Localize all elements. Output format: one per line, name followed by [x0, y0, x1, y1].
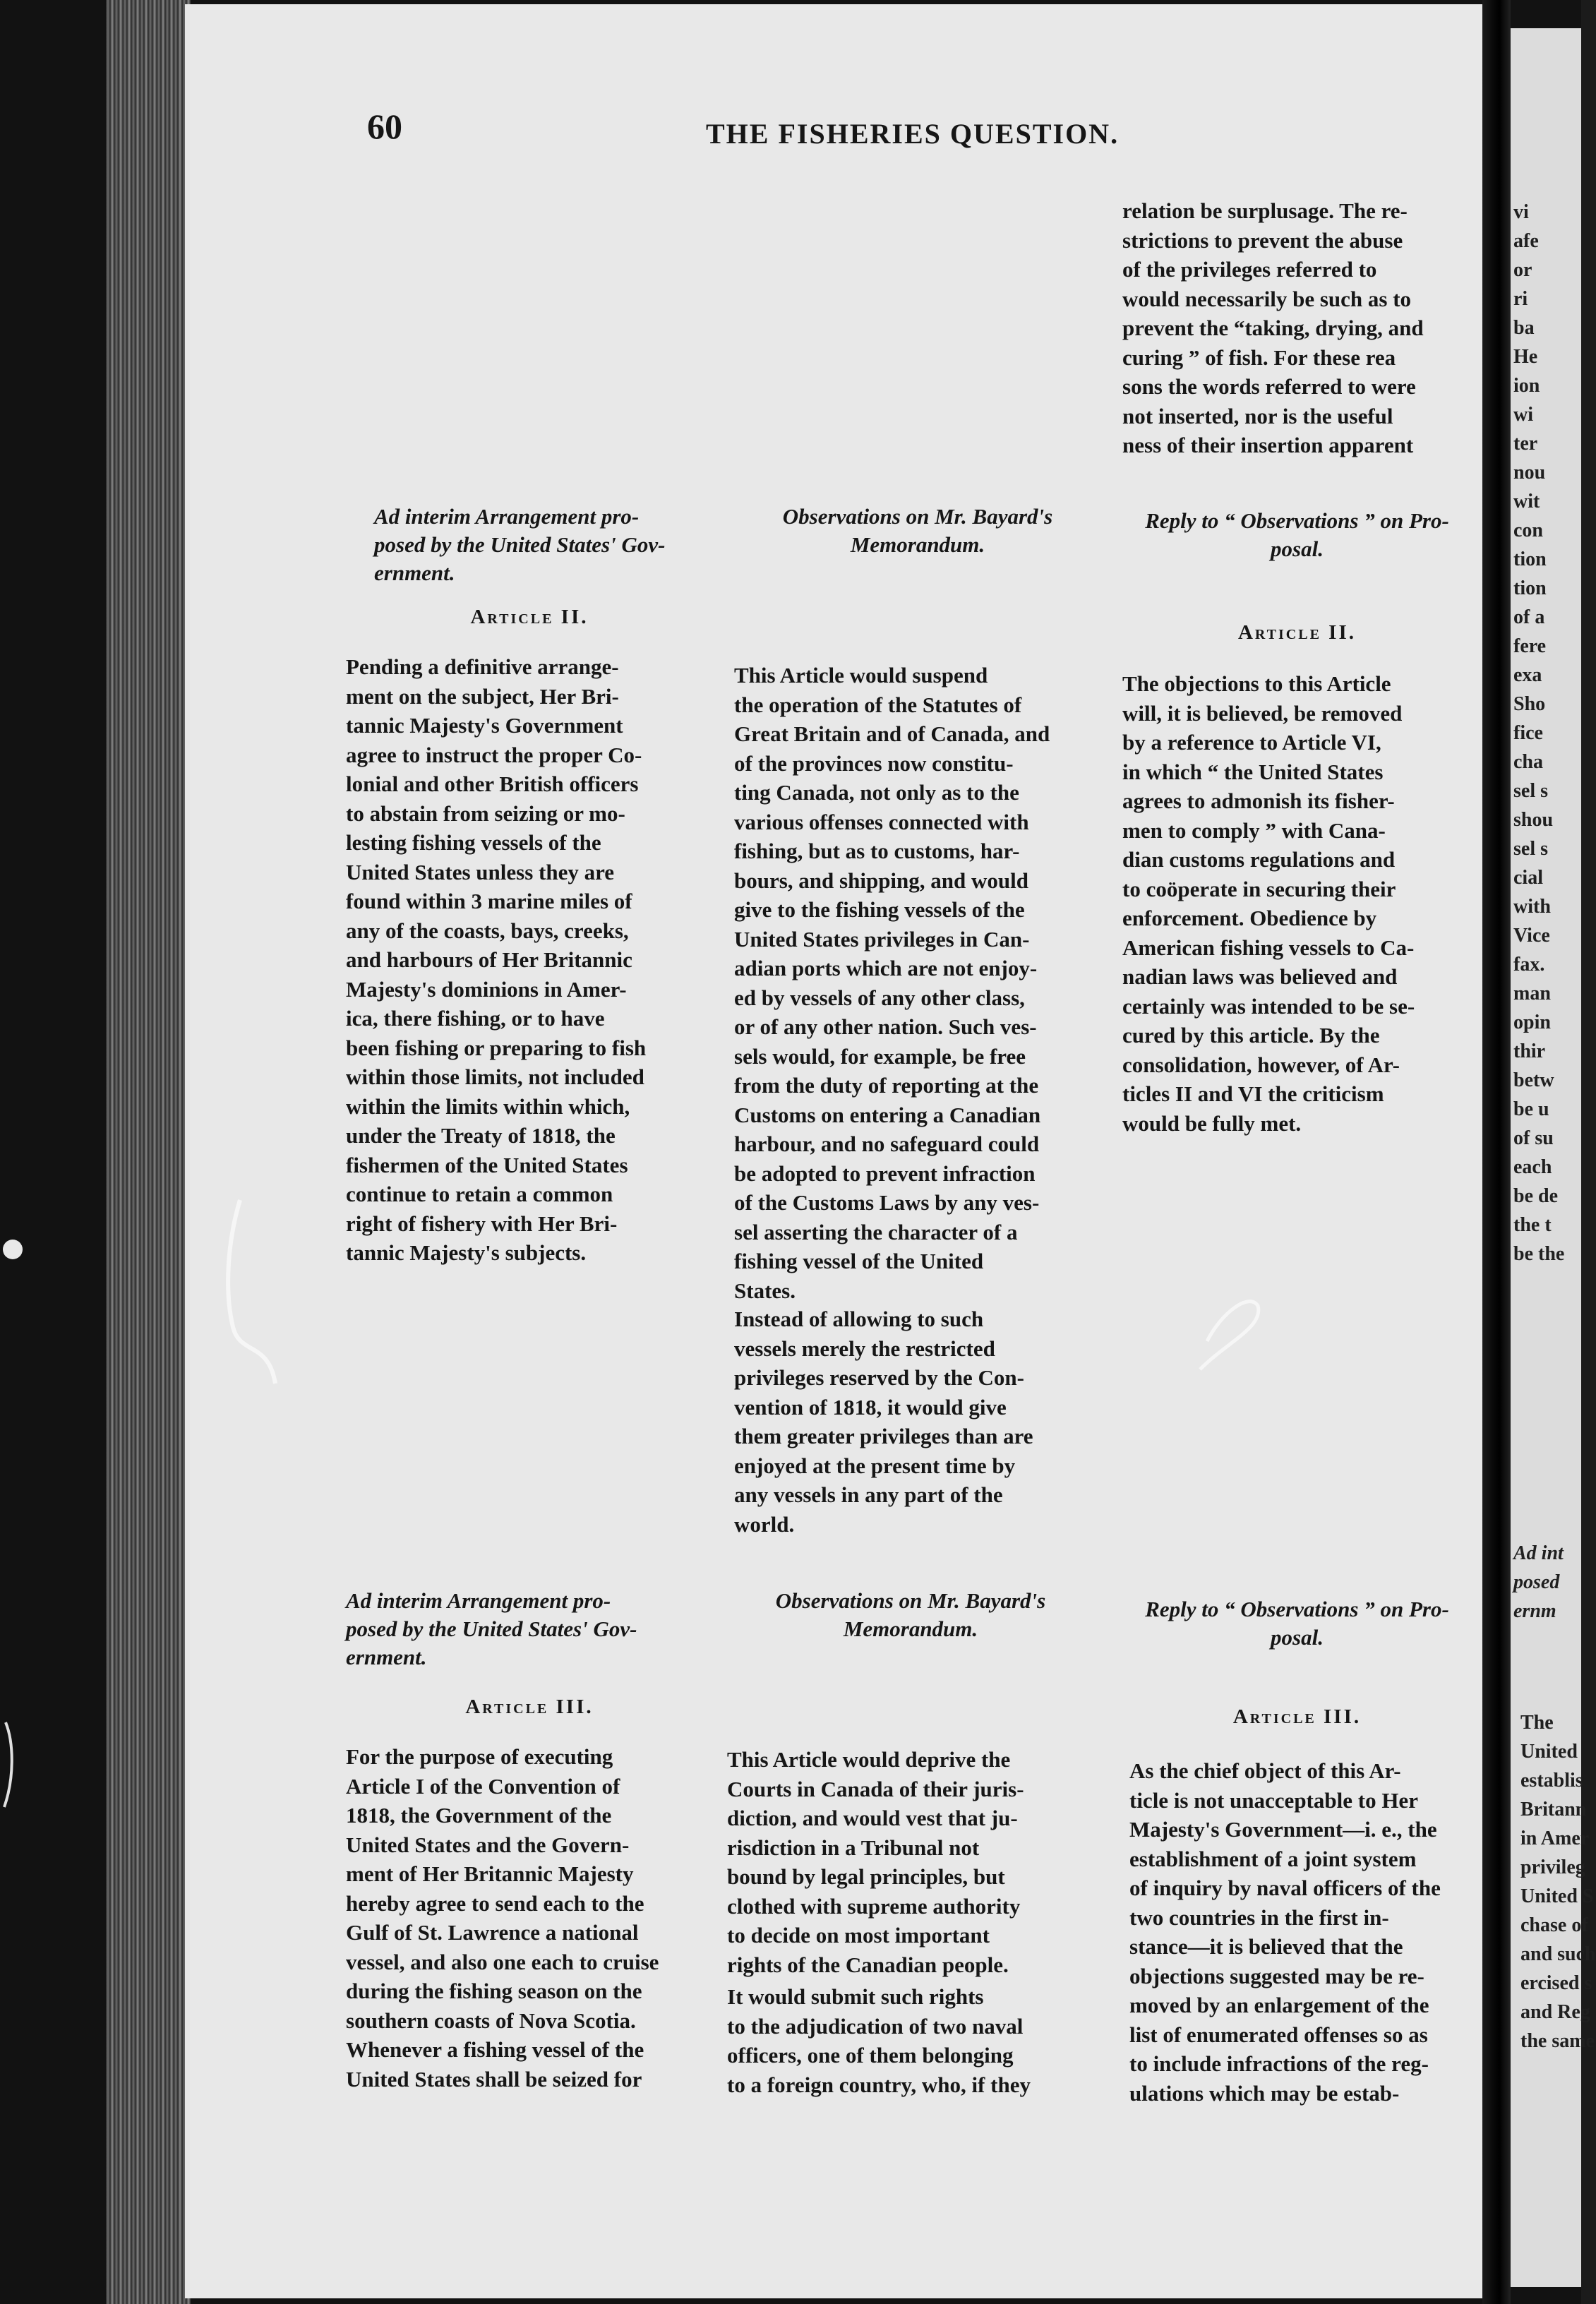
continued-reply-text: relation be surplusage. The re- strictions to prevent the abuse of the privileges referred to would necessarily be such as to prevent the “taking, drying, and curing ” of fish. For these rea sons the words referred to were not inserted, nor is the useful ness of their insertion apparent: [1122, 198, 1424, 457]
article-iii-observations-text: This Article would deprive the Courts in Canada of their juris- diction, and would vest that ju- risdiction in a Tribunal not bound by legal principles, but clothed with supreme authority to decide on most important rights of the Canadian people.: [727, 1747, 1024, 1977]
running-head: THE FISHERIES QUESTION.: [706, 118, 1120, 150]
article-iii-label-arrangement: Article III.: [465, 1696, 594, 1718]
scan-dot: [3, 1240, 23, 1259]
article-iii-observations-text-2: It would submit such rights to the adjudication of two naval officers, one of them belonging to a foreign country, who, if they: [727, 1984, 1031, 2097]
heading-reply-ii: Reply to “ Observations ” on Pro- posal.: [1145, 508, 1449, 561]
adjacent-page-heading: Ad int posed ernm: [1513, 1542, 1564, 1622]
pencil-mark-left: [228, 1200, 275, 1384]
heading-arrangement-ii: Ad interim Arrangement pro- posed by the United States' Gov- ernment.: [374, 504, 666, 585]
article-ii-label-reply: Article II.: [1237, 621, 1356, 644]
page-number: 60: [367, 107, 402, 146]
adjacent-page-text-lower: The United establis Britann in Amer privileg United S chase of and such ercised s and Reg the same: [1520, 1712, 1596, 2052]
article-ii-observations-text: This Article would suspend the operation of the Statutes of Great Britain and of Canada, and of the provinces now constitu- ting Canada, not only as to the various offenses connected with fishing, but as to customs, har- bours, and shipping, and would give to the fishing vessels of the United States privileges in Can- adian ports which are not enjoy- ed by vessels of any other class, or of any other nation. Such ves- sels would, for example, be free from the duty of reporting at the Customs on entering a Canadian harbour, and no safeguard could be adopted to prevent infraction of the Customs Laws by any ves- sel asserting the character of a fishing vessel of the United States.: [734, 663, 1050, 1303]
article-ii-arrangement-text: Pending a definitive arrange- ment on the subject, Her Bri- tannic Majesty's Government agree to instruct the proper Co- lonial and other British officers to abstain from seizing or mo- lesting fishing vessels of the United States unless they are found within 3 marine miles of any of the coasts, bays, creeks, and harbours of Her Britannic Majesty's dominions in Amer- ica, there fishing, or to have been fishing or preparing to fish within those limits, not included within the limits within which, under the Treaty of 1818, the fishermen of the United States continue to retain a common right of fishery with Her Bri- tannic Majesty's subjects.: [346, 654, 647, 1265]
article-ii-reply-text: The objections to this Article will, it is believed, be removed by a reference to Article VI, in which “ the United States agrees to admonish its fisher- men to comply ” with Cana- dian customs regulations and to coöperate in securing their enforcement. Obedience by American fishing vessels to Ca- nadian laws was believed and certainly was intended to be se- cured by this article. By the consolidation, however, of Ar- ticles II and VI the criticism would be fully met.: [1122, 671, 1415, 1136]
article-ii-label-arrangement: Article II.: [470, 606, 589, 628]
article-iii-reply-text: As the chief object of this Ar- ticle is not unacceptable to Her Majesty's Government—i. e., the establishment of a joint system of inquiry by naval officers of the two countries in the first in- stance—it is believed that the objections suggested may be re- moved by an enlargement of the list of enumerated offenses so as to include infractions of the reg- ulations which may be estab-: [1129, 1758, 1441, 2106]
article-iii-arrangement-text: For the purpose of executing Article I of the Convention of 1818, the Government of the United States and the Govern- ment of Her Britannic Majesty hereby agree to send each to the Gulf of St. Lawrence a national vessel, and also one each to cruise during the fishing season on the southern coasts of Nova Scotia. Whenever a fishing vessel of the United States shall be seized for: [346, 1744, 659, 2092]
article-ii-observations-text-2: Instead of allowing to such vessels merely the restricted privileges reserved by the Con- vention of 1818, it would give them greater privileges than are enjoyed at the present time by any vessels in any part of the world.: [734, 1307, 1033, 1537]
pencil-mark-middle: [1200, 1302, 1259, 1369]
heading-arrangement-iii: Ad interim Arrangement pro- posed by the United States' Gov- ernment.: [346, 1588, 637, 1669]
heading-reply-iii: Reply to “ Observations ” on Pro- posal.: [1145, 1597, 1449, 1650]
heading-observations-iii: Observations on Mr. Bayard's Memorandum.: [775, 1588, 1046, 1641]
scan-arc: [4, 1722, 12, 1807]
heading-observations-ii: Observations on Mr. Bayard's Memorandum.: [782, 504, 1053, 557]
article-iii-label-reply: Article III.: [1232, 1705, 1362, 1728]
adjacent-page-text-upper: vi afe or ri ba He ion wi ter nou wit con tion tion of a fere exa Sho fice cha sel s shou sel s cial with Vice fax. man opin thir betw be u of su each be de the t be the: [1513, 201, 1565, 1265]
